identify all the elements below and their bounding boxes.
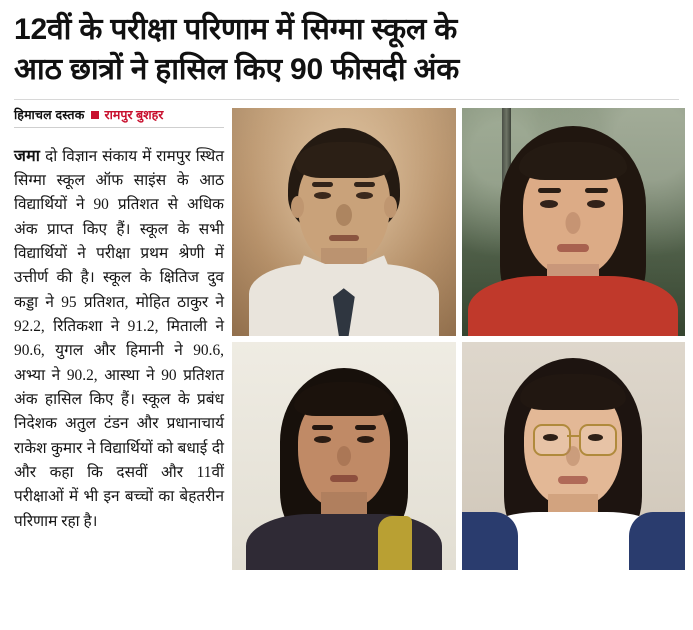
eyebrow-right-shape	[585, 188, 608, 193]
eyeglass-bridge-shape	[567, 435, 579, 437]
fringe-shape	[520, 374, 626, 410]
sweater-right-shape	[629, 512, 685, 570]
ear-left-shape	[291, 196, 304, 218]
student-photo-3	[232, 342, 456, 570]
nose-shape	[336, 204, 352, 226]
bullet-square-icon	[91, 111, 99, 119]
clothing-shape	[468, 276, 678, 336]
mouth-shape	[329, 235, 359, 241]
student-photo-4	[462, 342, 686, 570]
eyebrow-left-shape	[538, 188, 561, 193]
mouth-shape	[330, 475, 358, 482]
publication-name: हिमाचल दस्तक	[14, 108, 85, 123]
headline-line-1: 12वीं के परीक्षा परिणाम में सिग्मा स्कूल के	[14, 13, 458, 46]
article-lead-word: जमा	[14, 147, 41, 165]
article-text-column	[14, 106, 232, 570]
eyebrow-left-shape	[312, 182, 333, 187]
scarf-shape	[378, 516, 412, 570]
nose-shape	[566, 212, 581, 234]
article-body-region	[0, 100, 693, 570]
nose-shape	[337, 446, 351, 466]
photo-grid	[232, 106, 685, 570]
eyebrow-right-shape	[354, 182, 375, 187]
clothing-shape	[246, 514, 442, 570]
article-paragraph	[14, 144, 224, 534]
fringe-shape	[295, 142, 393, 178]
mouth-shape	[558, 476, 588, 484]
mouth-shape	[557, 244, 589, 252]
fringe-shape	[519, 142, 627, 180]
nose-shape	[566, 446, 580, 466]
article-text: दो विज्ञान संकाय में रामपुर स्थित सिग्मा स्कूल ऑफ साइंस के आठ विद्यार्थियों ने 90 प्रतिशत से अधिक अंक प्राप्त किए हैं। स्कूल के सभी विद्यार्थियों ने परीक्षा प्रथम श्रेणी में उत्तीर्ण की है। स्कूल के क्षितिज दुव कड्डा ने 95 प्रतिशत, मोहित ठाकुर ने 92.2, रितिकशा ने 91.2, मिताली ने 90.6, युगल और हिमानी ने 90.6, अभ्या ने 90.2, आस्था ने 90 प्रतिशत अंक हासिल किए हैं। स्कूल के प्रबंध निदेशक अतुल टंडन और प्रधानाचार्य राकेश कुमार ने विद्यार्थियों को बधाई दी और कहा कि दसवीं और 11वीं परीक्षाओं में भी इन बच्चों का बेहतरीन परिणाम रहा है।	[14, 147, 224, 530]
ear-right-shape	[384, 196, 397, 218]
student-photo-1	[232, 108, 456, 336]
sweater-left-shape	[462, 512, 518, 570]
eyebrow-right-shape	[355, 425, 376, 430]
student-photo-2	[462, 108, 686, 336]
eyebrow-left-shape	[312, 425, 333, 430]
byline	[14, 106, 224, 128]
page-title	[0, 0, 693, 89]
fringe-shape	[294, 382, 394, 416]
headline-line-2: आठ छात्रों ने हासिल किए 90 फीसदी अंक	[14, 52, 460, 86]
dateline-location: रामपुर बुशहर	[104, 108, 164, 123]
